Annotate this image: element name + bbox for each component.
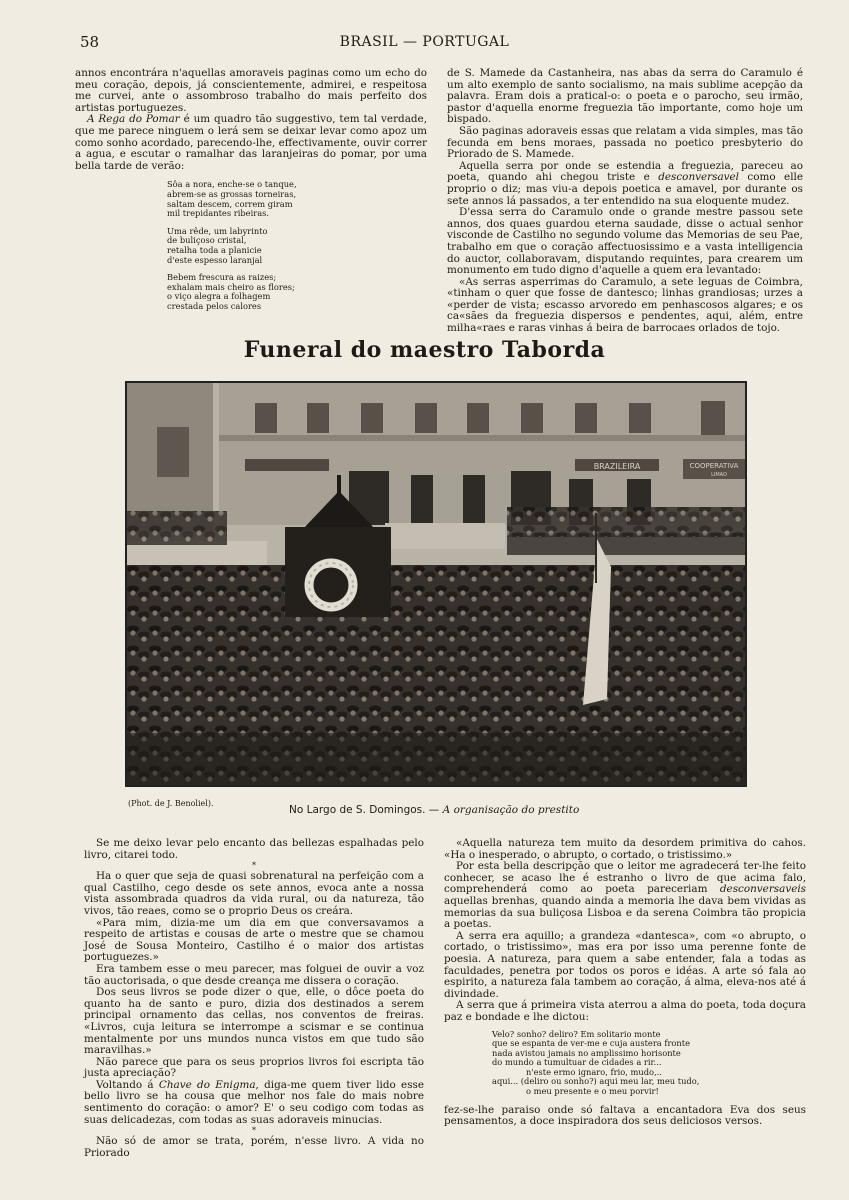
section-separator: * bbox=[252, 1126, 256, 1136]
paragraph-text: Por esta bella descripção que o leitor me agradecerá ter-lhe feito conhecer, se acaso lhe é estranho o livro de que acima falo, comprehenderá como ao poeta pareceriam bbox=[444, 860, 806, 896]
paragraph bbox=[447, 161, 803, 207]
paragraph bbox=[84, 1080, 424, 1126]
paragraph bbox=[444, 861, 806, 931]
section-separator: * bbox=[252, 861, 256, 871]
paragraph: annos encontrára n'aquellas amoraveis paginas como um echo do meu coração, depois, já conscientemente, admirei, e respeitosa me curvei, ante o assombroso trabalho do mais perfeito dos artistas portuguezes. bbox=[75, 67, 427, 114]
paragraph-text: aquellas brenhas, quando ainda a memoria lhe dava bem vividas as memorias da sua buliçosa Lisboa e da serena Coimbra tão propicia a poetas. bbox=[444, 894, 806, 931]
running-head: BRASIL — PORTUGAL bbox=[339, 34, 510, 50]
verse-line: Velo? sonho? deliro? Em solitario monte bbox=[492, 1028, 661, 1039]
paragraph bbox=[75, 114, 427, 172]
verse-line: que se espanta de ver-me e cuja austera fronte bbox=[492, 1038, 690, 1049]
paragraph-text: Aquella serra por onde se estendia a freguezia, pareceu ao poeta, quando ahi chegou triste e bbox=[447, 159, 803, 184]
verse-line: retalha toda a planicie bbox=[167, 244, 262, 255]
shop-sign: LIMAO bbox=[711, 472, 727, 478]
paragraph: A serra que á primeira vista aterrou a alma do poeta, toda doçura paz e bondade e lhe dictou: bbox=[444, 999, 806, 1023]
verse-line: mil trepidantes ribeiras. bbox=[167, 208, 270, 219]
paragraph: D'essa serra do Caramulo onde o grande mestre passou sete annos, dos quaes guardou eterna saudade, disse o actual senhor visconde de Castilho no segundo volume das Memorias de seu Pae, trabalho em que o coração affectuosissimo e a vasta intelligencia do auctor, collaboravam, disputando requintes, para crearem um monumento em tudo digno d'aquelle a quem era levantado: bbox=[447, 206, 803, 277]
paragraph: Ha o quer que seja de quasi sobrenatural na perfeição com a qual Castilho, cego desde os sete annos, evoca ante a nossa vista assombrada quadros da vida rural, ou da natureza, tão vivos, tão reaes, como se o proprio Deus os creára. bbox=[84, 870, 424, 917]
paragraph: Era tambem esse o meu parecer, mas folguei de ouvir a voz tão auctorisada, o que desde creança me dissera o coração. bbox=[84, 962, 424, 987]
paragraph: Não parece que para os seus proprios livros foi escripta tão justa apreciação? bbox=[84, 1055, 424, 1080]
photo-illustration bbox=[127, 383, 745, 785]
caption-description: A organisação do prestito bbox=[442, 804, 580, 816]
column-top-left bbox=[75, 68, 427, 319]
verse-line: d'este espesso laranjal bbox=[167, 254, 263, 265]
column-bottom-right bbox=[444, 838, 806, 1128]
column-bottom-left bbox=[84, 838, 424, 1159]
shop-sign: BRAZILEIRA bbox=[593, 462, 641, 471]
verse-stanza bbox=[492, 1030, 806, 1097]
quotation: «Aquella natureza tem muito da desordem primitiva do cahos. «Ha o inesperado, o abrupto, o cortado, o tristissimo.» bbox=[444, 837, 806, 861]
paragraph: São paginas adoraveis essas que relatam a vida simples, mas tão fecunda em bens moraes, passada no poetico presbyterio do Priorado de S. Mamede. bbox=[447, 124, 803, 161]
verse-line: o viço alegra a folhagem bbox=[167, 291, 271, 302]
verse-line: crestada pelos calores bbox=[167, 300, 262, 311]
emphasis: desconversavel bbox=[658, 171, 739, 184]
book-title: A Rega do Pomar bbox=[87, 113, 180, 126]
verse-line: abrem-se as grossas torneiras, bbox=[167, 188, 297, 199]
emphasis: desconversaveis bbox=[719, 883, 806, 896]
paragraph: «Para mim, dizia-me um dia em que conversavamos a respeito de artistas e cousas de arte o mestre que se chamou José de Sousa Monteiro, Castilho é o maior dos artistas portuguezes.» bbox=[84, 916, 424, 964]
verse-line: o meu presente e o meu porvir! bbox=[526, 1086, 659, 1097]
photo-caption bbox=[289, 804, 579, 816]
verse-stanza-2 bbox=[167, 227, 427, 265]
book-title: Chave do Enigma bbox=[158, 1078, 256, 1091]
verse-line: n'este ermo ignaro, frio, mudo,.. bbox=[526, 1066, 662, 1077]
paragraph: de S. Mamede da Castanheira, nas abas da serra do Caramulo é um alto exemplo de santo socialismo, na mais sublime acepção da palavra. Eram dois a pratical-o: o poeta e o parocho, seu irmão, pastor d'aquella enorme freguezia tão importante, como hoje um bispado. bbox=[447, 67, 803, 126]
paragraph: Se me deixo levar pelo encanto das bellezas espalhadas pelo livro, citarei todo. bbox=[84, 837, 424, 861]
verse-line: de buliçoso cristal, bbox=[167, 235, 247, 246]
funeral-photograph bbox=[125, 381, 747, 787]
verse-line: saltam descem, correm giram bbox=[167, 198, 293, 209]
quotation: «As serras asperrimas do Caramulo, a sete leguas de Coimbra, «tinham o quer que fosse de dantesco; linhas grandiosas; urzes a «perder de vista; escasso arvoredo em penhascosos algares; e os ca«sães da freguezia dispersos e pendentes, aqui, além, entre milha«raes e raras vinhas á beira de barrocaes orlados de tojo. bbox=[447, 275, 803, 335]
verse-line: Uma rêde, um labyrinto bbox=[167, 225, 268, 236]
verse-line: exhalam mais cheiro as flores; bbox=[167, 281, 295, 292]
paragraph: fez-se-lhe paraiso onde só faltava a encantadora Eva dos seus pensamentos, a doce inspiradora dos seus deliciosos versos. bbox=[444, 1103, 806, 1128]
section-title: Funeral do maestro Taborda bbox=[243, 337, 606, 363]
verse-line: nada avistou jamais no amplissimo horisonte bbox=[492, 1047, 681, 1058]
paragraph-text: Voltando á bbox=[96, 1078, 159, 1091]
paragraph-text: , diga-me quem tiver lido esse bello livro se ha cousa que melhor nos fale do mais nobre sentimento do coração: o amor? E' o seu codigo com todas as suas delicadezas, com todas as suas adoraveis minucias. bbox=[84, 1078, 425, 1126]
verse-stanza-3 bbox=[167, 273, 427, 311]
paragraph-text: como elle proprio o diz; mas viu-a depois poetica e amavel, por durante os sete annos lá passados, a ter entendido na sua eloquente mudez. bbox=[447, 171, 803, 207]
verse-line: Bebem frescura as raizes; bbox=[167, 272, 277, 283]
page-number: 58 bbox=[80, 33, 100, 51]
paragraph: Não só de amor se trata, porém, n'esse livro. A vida no Priorado bbox=[84, 1135, 424, 1159]
paragraph: Dos seus livros se pode dizer o que, elle, o dôce poeta do quanto ha de santo e puro, dizia dos destinados a serem principal ornamento das cellas, nos conventos de freiras. «Livros, cuja leitura se interrompe a scismar e se continua mentalmente por uns mundos nunca vistos em que tudo são maravilhas.» bbox=[84, 986, 424, 1057]
paragraph: A serra era aquillo; a grandeza «dantesca», com «o abrupto, o cortado, o tristissimo», mas era por isso uma perenne fonte de poesia. A natureza, para quem a sabe entender, fala a todas as faculdades, penetra por todos os poros e idéas. A arte só fala ao espirito, a natureza fala tambem ao coração, á alma, eleva-nos até á divindade. bbox=[444, 929, 806, 1000]
paragraph-text: é um quadro tão suggestivo, tem tal verdade, que me parece ninguem o lerá sem se deixar levar como apoz um como sonho acordado, parecendo-lhe, effectivamente, ouvir correr a agua, e escutar o ramalhar das laranjeiras do pomar, por uma bella tarde de verão: bbox=[75, 113, 427, 172]
photo-credit: (Phot. de J. Benoliel). bbox=[128, 799, 214, 808]
verse-line: do mundo a tumultuar de cidades a rir... bbox=[492, 1057, 662, 1068]
shop-sign: COOPERATIVA bbox=[689, 462, 739, 470]
verse-line: aqui... (deliro ou sonho?) aqui meu lar, meu tudo, bbox=[492, 1076, 700, 1087]
column-top-right bbox=[447, 68, 803, 335]
verse-line: Sôa a nora, enche-se o tanque, bbox=[167, 179, 297, 190]
caption-place: No Largo de S. Domingos. — bbox=[289, 804, 443, 816]
verse-stanza-1 bbox=[167, 180, 427, 218]
